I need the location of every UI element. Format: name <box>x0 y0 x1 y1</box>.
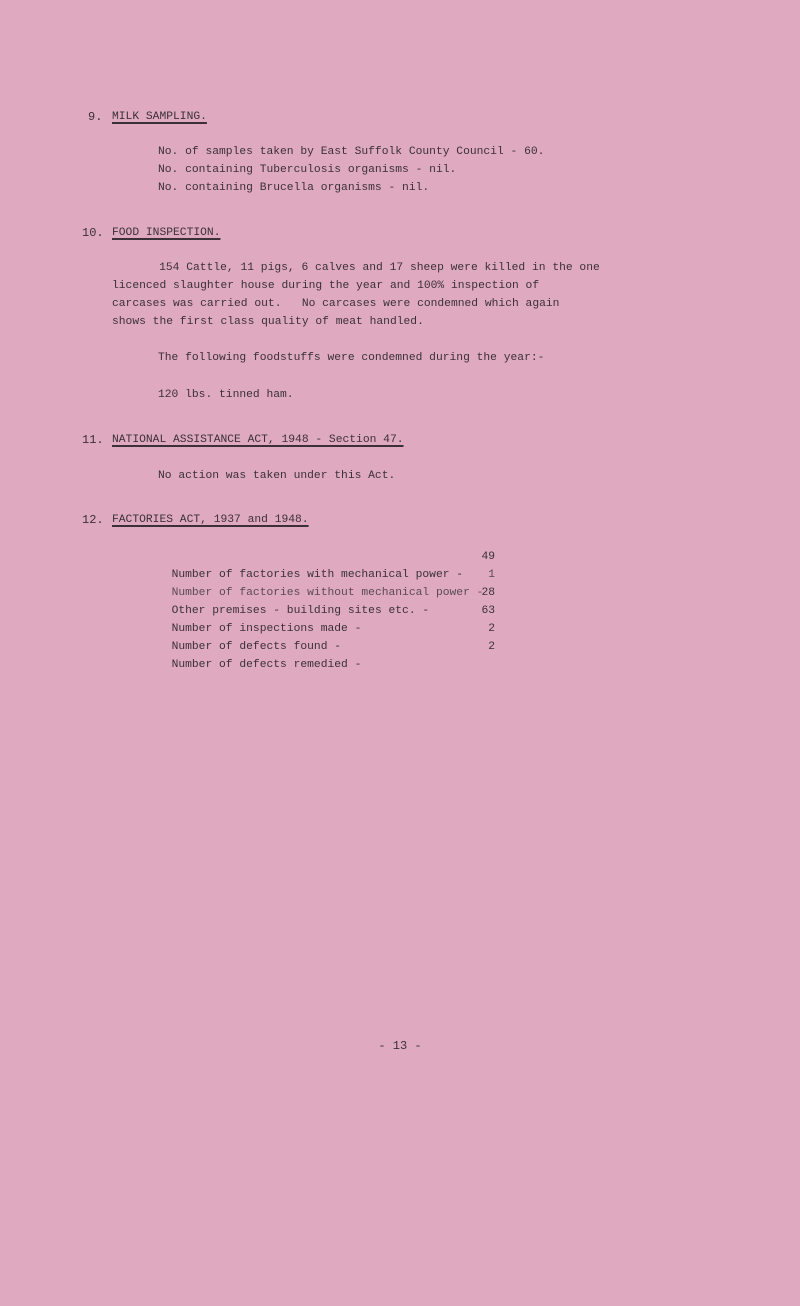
condemned-item: 120 lbs. tinned ham. <box>158 389 294 401</box>
food-paragraph-line: carcases was carried out. No carcases were condemned which again <box>112 298 560 310</box>
row-value: 63 <box>481 605 495 617</box>
factories-row <box>158 620 495 653</box>
factories-row <box>158 548 495 581</box>
no-action-line: No action was taken under this Act. <box>158 470 396 482</box>
section-10-title: FOOD INSPECTION. <box>112 227 221 239</box>
food-paragraph-line: licenced slaughter house during the year and 100% inspection of <box>112 280 540 292</box>
row-value: 49 <box>481 551 495 563</box>
row-label: Other premises - building sites etc. - <box>171 605 430 617</box>
row-value: 2 <box>488 623 495 635</box>
factories-row <box>158 638 495 671</box>
row-label: Number of inspections made - <box>171 623 362 635</box>
condemned-intro: The following foodstuffs were condemned during the year:- <box>158 352 545 364</box>
food-paragraph-line: 154 Cattle, 11 pigs, 6 calves and 17 sheep were killed in the one <box>132 262 600 274</box>
row-value: 2 <box>488 641 495 653</box>
row-label: Number of defects found - <box>171 641 342 653</box>
row-label: Number of factories without mechanical power - <box>171 587 484 599</box>
section-11-title: NATIONAL ASSISTANCE ACT, 1948 - Section 47. <box>112 434 404 446</box>
page-number: - 13 - <box>378 1039 422 1053</box>
milk-samples-line: No. of samples taken by East Suffolk County Council - 60. <box>158 146 545 158</box>
section-10-number: 10. <box>82 226 104 240</box>
factories-row <box>158 602 495 635</box>
section-11-number: 11. <box>82 433 104 447</box>
food-paragraph-line: shows the first class quality of meat handled. <box>112 316 424 328</box>
section-9-title: MILK SAMPLING. <box>112 111 207 123</box>
tuberculosis-line: No. containing Tuberculosis organisms - nil. <box>158 164 457 176</box>
row-label: Number of factories with mechanical power - <box>171 569 464 581</box>
row-label: Number of defects remedied - <box>171 659 362 671</box>
section-12-title: FACTORIES ACT, 1937 and 1948. <box>112 514 309 526</box>
section-12-number: 12. <box>82 513 104 527</box>
row-value: 28 <box>481 587 495 599</box>
brucella-line: No. containing Brucella organisms - nil. <box>158 182 430 194</box>
row-value: 1 <box>488 569 495 581</box>
section-9-number: 9. <box>88 110 103 124</box>
